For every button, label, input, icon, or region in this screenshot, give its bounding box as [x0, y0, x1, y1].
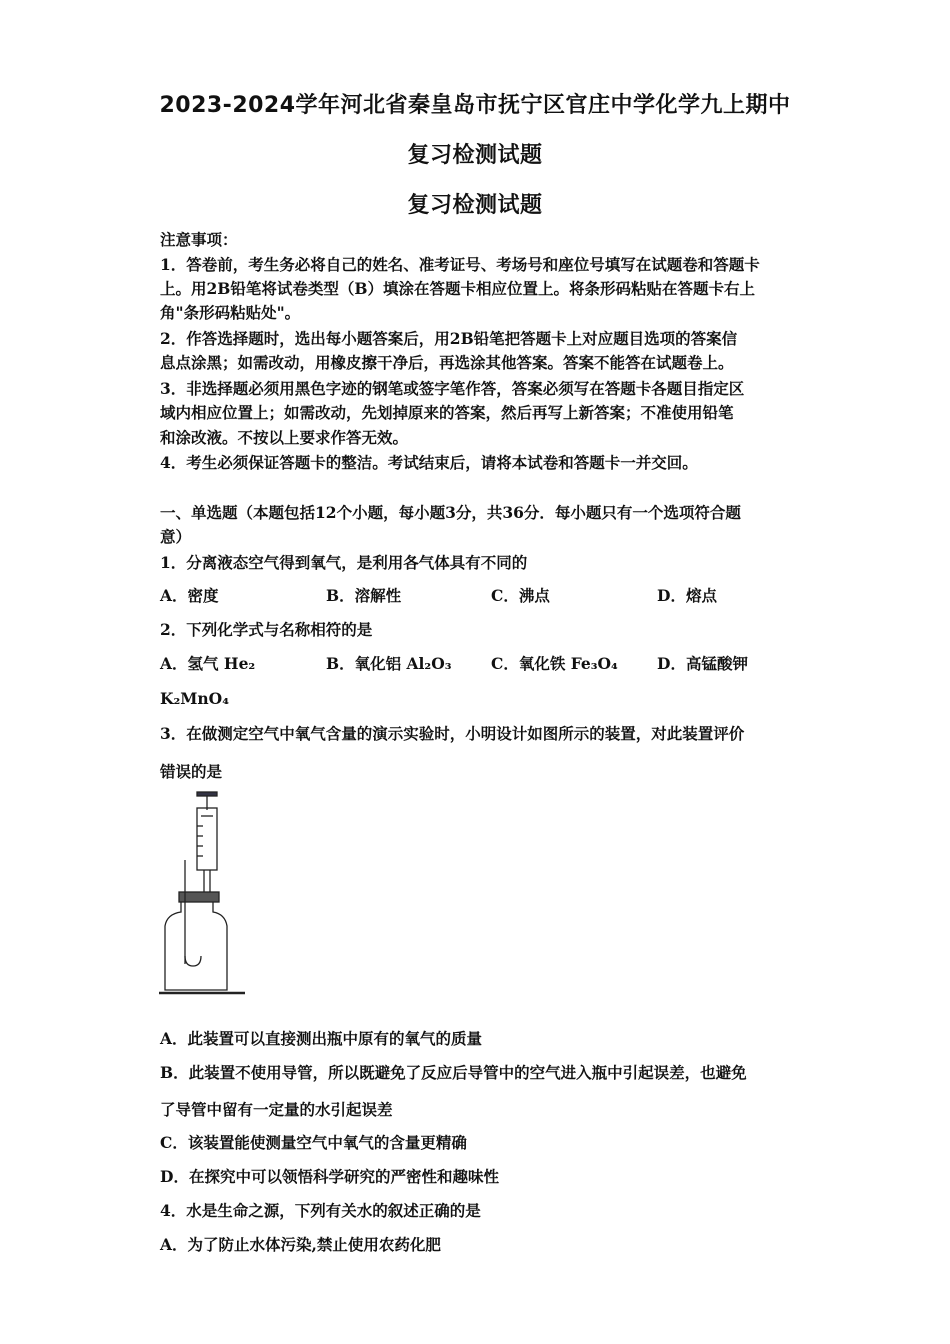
title-line-1: 2023-2024学年河北省秦皇岛市抚宁区官庄中学化学九上期中: [159, 93, 791, 118]
q3-option-b-line-2: 了导管中留有一定量的水引起误差: [160, 1100, 393, 1119]
q2-option-b: B．氧化铝 Al₂O₃: [326, 654, 452, 673]
q3-stem-line-1: 3．在做测定空气中氧气含量的演示实验时，小明设计如图所示的装置，对此装置评价: [160, 724, 745, 743]
q3-option-b-line-1: B．此装置不使用导管，所以既避免了反应后导管中的空气进入瓶中引起误差，也避免: [160, 1063, 747, 1082]
q4-stem: 4．水是生命之源，下列有关水的叙述正确的是: [160, 1201, 481, 1220]
q2-continuation: K₂MnO₄: [160, 689, 229, 708]
q1-stem: 1．分离液态空气得到氧气，是利用各气体具有不同的: [160, 553, 528, 572]
q2-stem: 2．下列化学式与名称相符的是: [160, 620, 373, 639]
q1-option-a: A．密度: [160, 586, 219, 605]
syringe-apparatus-figure: [155, 786, 255, 998]
notice-line: 息点涂黑；如需改动，用橡皮擦干净后，再选涂其他答案。答案不能答在试题卷上。: [160, 353, 734, 372]
q4-option-a: A．为了防止水体污染,禁止使用农药化肥: [160, 1235, 441, 1254]
section-heading: 一、单选题（本题包括12个小题，每小题3分，共36分．每小题只有一个选项符合题: [160, 503, 741, 522]
notice-line: 2．作答选择题时，选出每小题答案后，用2B铅笔把答题卡上对应题目选项的答案信: [160, 329, 738, 348]
q1-option-b: B．溶解性: [326, 586, 402, 605]
q1-option-c: C．沸点: [491, 586, 550, 605]
notice-heading: 注意事项：: [160, 230, 238, 249]
q1-option-d: D．熔点: [657, 586, 717, 605]
q2-options: [160, 652, 796, 676]
q3-option-c: C．该装置能使测量空气中氧气的含量更精确: [160, 1133, 467, 1152]
notice-line: 4．考生必须保证答题卡的整洁。考试结束后，请将本试卷和答题卡一并交回。: [160, 453, 698, 472]
q3-option-d: D．在探究中可以领悟科学研究的严密性和趣味性: [160, 1167, 499, 1186]
notice-line: 角"条形码粘贴处"。: [160, 303, 301, 322]
notice-line: 1．答卷前，考生务必将自己的姓名、准考证号、考场号和座位号填写在试题卷和答题卡: [160, 255, 760, 274]
title-line-3: 复习检测试题: [407, 193, 543, 218]
notice-line: 和涂改液。不按以上要求作答无效。: [160, 428, 409, 447]
q2-option-c: C．氧化铁 Fe₃O₄: [491, 654, 618, 673]
section-heading-cont: 意）: [160, 527, 192, 546]
notice-line: 3．非选择题必须用黑色字迹的钢笔或签字笔作答，答案必须写在答题卡各题目指定区: [160, 379, 745, 398]
notice-line: 上。用2B铅笔将试卷类型（B）填涂在答题卡相应位置上。将条形码粘贴在答题卡右上: [160, 279, 755, 298]
q3-option-a: A．此装置可以直接测出瓶中原有的氧气的质量: [160, 1029, 483, 1048]
q2-option-a: A．氢气 He₂: [160, 654, 256, 673]
q1-options: [160, 584, 796, 608]
q2-option-d: D．高锰酸钾: [657, 654, 748, 673]
q3-stem-line-2: 错误的是: [160, 762, 223, 781]
notice-line: 域内相应位置上；如需改动，先划掉原来的答案，然后再写上新答案；不准使用铅笔: [160, 403, 734, 422]
title-line-2: 复习检测试题: [407, 143, 543, 168]
